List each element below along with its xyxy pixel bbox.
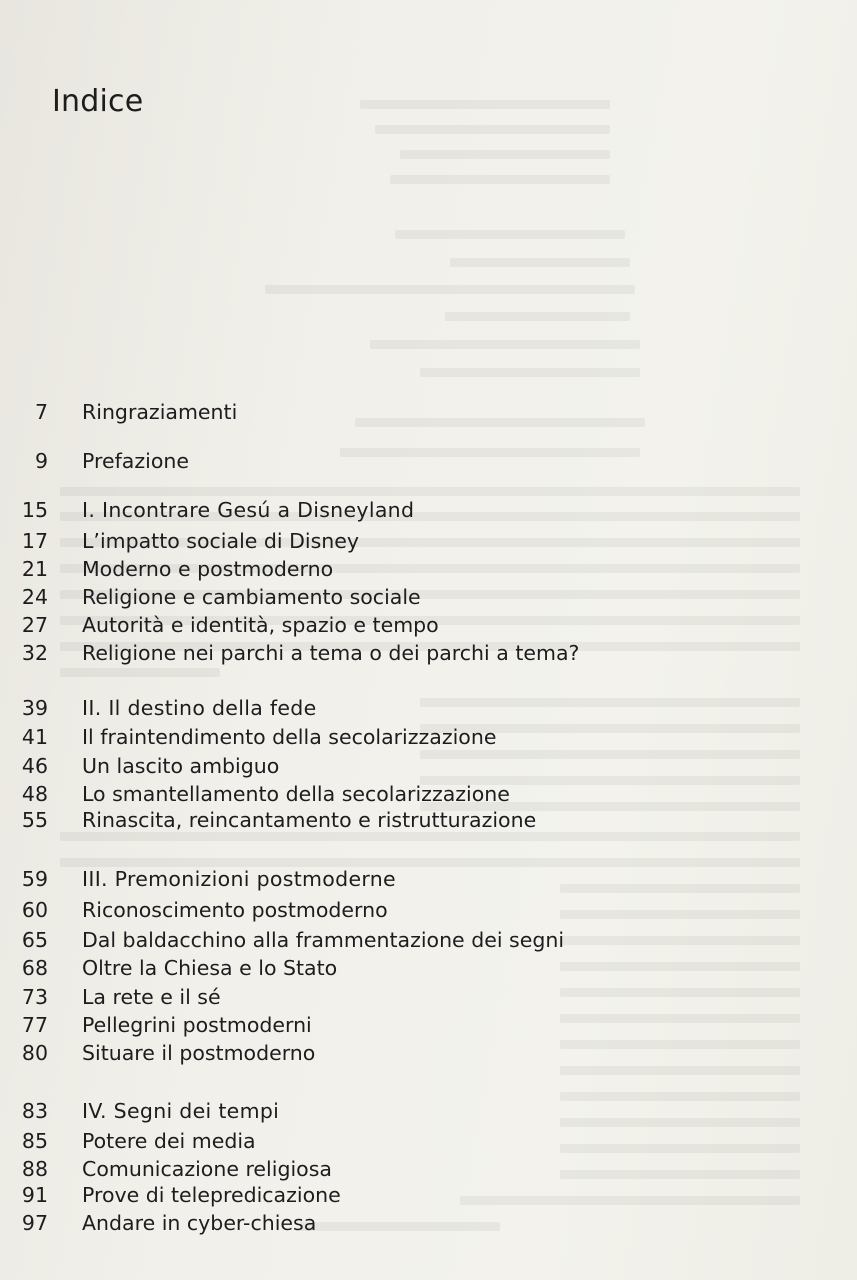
show-through-line	[560, 1040, 800, 1049]
toc-entry	[0, 808, 536, 836]
show-through-line	[560, 962, 800, 971]
page-number: 39	[21, 696, 48, 720]
show-through-line	[340, 448, 640, 457]
show-through-line	[445, 312, 630, 321]
entry-title: La rete e il sé	[82, 985, 221, 1009]
toc-entry	[0, 585, 421, 613]
toc-entry	[0, 1129, 256, 1157]
entry-title: Comunicazione religiosa	[82, 1157, 332, 1181]
toc-entry	[0, 985, 221, 1013]
toc-entry	[0, 1013, 312, 1041]
page-number: 27	[21, 613, 48, 637]
show-through-line	[360, 100, 610, 109]
entry-title: Potere dei media	[82, 1129, 256, 1153]
show-through-line	[560, 1144, 800, 1153]
entry-title: Lo smantellamento della secolarizzazione	[82, 782, 510, 806]
page-number: 73	[21, 985, 48, 1009]
entry-title: Moderno e postmoderno	[82, 557, 334, 581]
page-number: 68	[21, 956, 48, 980]
page-number: 9	[34, 449, 48, 473]
toc-entry	[0, 449, 189, 477]
page-number: 41	[21, 725, 48, 749]
show-through-line	[560, 988, 800, 997]
toc-entry	[0, 928, 564, 956]
entry-title: Prefazione	[82, 449, 189, 473]
show-through-line	[60, 668, 220, 677]
show-through-line	[560, 1092, 800, 1101]
show-through-line	[560, 1066, 800, 1075]
page-number: 17	[21, 529, 48, 553]
page-number: 85	[21, 1129, 48, 1153]
toc-chapter-entry	[0, 498, 414, 526]
toc-entry	[0, 529, 359, 557]
page-number: 91	[21, 1183, 48, 1207]
page-number: 48	[21, 782, 48, 806]
chapter-title: III. Premonizioni postmoderne	[82, 867, 396, 891]
toc-entry	[0, 898, 388, 926]
toc-entry	[0, 782, 510, 810]
entry-title: Rinascita, reincantamento e ristrutturazione	[82, 808, 537, 832]
chapter-title: I. Incontrare Gesú a Disneyland	[82, 498, 415, 522]
chapter-title: IV. Segni dei tempi	[82, 1099, 280, 1123]
show-through-line	[420, 698, 800, 707]
page-number: 32	[21, 641, 48, 665]
show-through-line	[60, 487, 800, 496]
entry-title: Ringraziamenti	[82, 400, 238, 424]
show-through-line	[265, 285, 635, 294]
show-through-line	[560, 910, 800, 919]
show-through-line	[560, 936, 800, 945]
chapter-title: II. Il destino della fede	[82, 696, 317, 720]
page-title: Indice	[52, 84, 144, 119]
show-through-line	[450, 258, 630, 267]
entry-title: Autorità e identità, spazio e tempo	[82, 613, 439, 637]
show-through-line	[420, 368, 640, 377]
show-through-line	[300, 1222, 500, 1231]
entry-title: Situare il postmoderno	[82, 1041, 316, 1065]
show-through-line	[60, 858, 800, 867]
show-through-line	[390, 175, 610, 184]
entry-title: Un lascito ambiguo	[82, 754, 280, 778]
page-number: 7	[34, 400, 48, 424]
page-number: 24	[21, 585, 48, 609]
toc-entry	[0, 400, 237, 428]
show-through-line	[400, 150, 610, 159]
show-through-line	[395, 230, 625, 239]
toc-entry	[0, 725, 496, 753]
toc-chapter-entry	[0, 1099, 279, 1127]
show-through-line	[560, 1118, 800, 1127]
toc-entry	[0, 641, 579, 669]
page-number: 21	[21, 557, 48, 581]
show-through-line	[560, 1170, 800, 1179]
page-number: 88	[21, 1157, 48, 1181]
page-number: 65	[21, 928, 48, 952]
page-number: 46	[21, 754, 48, 778]
entry-title: Pellegrini postmoderni	[82, 1013, 312, 1037]
page-number: 97	[21, 1211, 48, 1235]
page-number: 83	[21, 1099, 48, 1123]
toc-entry	[0, 1183, 341, 1211]
toc-entry	[0, 956, 337, 984]
toc-chapter-entry	[0, 696, 317, 724]
entry-title: Prove di telepredicazione	[82, 1183, 341, 1207]
toc-entry	[0, 754, 279, 782]
toc-entry	[0, 613, 439, 641]
toc-entry	[0, 1157, 332, 1185]
entry-title: Religione nei parchi a tema o dei parchi a tema?	[82, 641, 580, 665]
entry-title: Religione e cambiamento sociale	[82, 585, 421, 609]
entry-title: L’impatto sociale di Disney	[82, 529, 360, 553]
page-number: 55	[21, 808, 48, 832]
show-through-line	[560, 884, 800, 893]
show-through-line	[355, 418, 645, 427]
toc-entry	[0, 557, 333, 585]
toc-chapter-entry	[0, 867, 396, 895]
entry-title: Riconoscimento postmoderno	[82, 898, 388, 922]
page-number: 80	[21, 1041, 48, 1065]
entry-title: Il fraintendimento della secolarizzazione	[82, 725, 497, 749]
page-number: 60	[21, 898, 48, 922]
entry-title: Oltre la Chiesa e lo Stato	[82, 956, 338, 980]
show-through-line	[560, 1014, 800, 1023]
entry-title: Andare in cyber-chiesa	[82, 1211, 317, 1235]
show-through-line	[370, 340, 640, 349]
toc-entry	[0, 1041, 315, 1069]
page-number: 15	[21, 498, 48, 522]
toc-entry	[0, 1211, 316, 1239]
show-through-line	[460, 1196, 800, 1205]
page-number: 59	[21, 867, 48, 891]
page-number: 77	[21, 1013, 48, 1037]
entry-title: Dal baldacchino alla frammentazione dei segni	[82, 928, 565, 952]
show-through-line	[375, 125, 610, 134]
